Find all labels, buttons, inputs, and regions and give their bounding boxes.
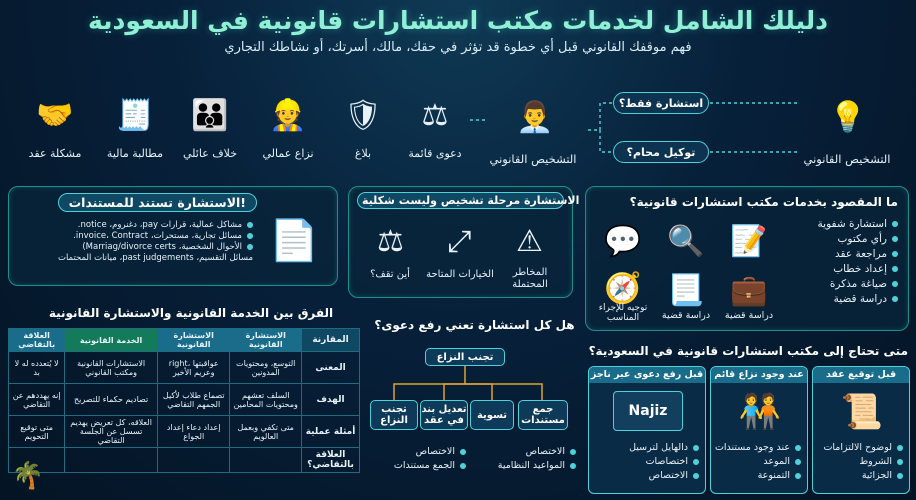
comparison-cell: تصاديم حكماء للتصريح	[65, 384, 158, 416]
option-hire-lawyer[interactable]: توكيل محام؟	[613, 141, 709, 163]
comparison-header: الاستشارة القانونية	[230, 329, 302, 352]
need-item: الشروط	[815, 455, 903, 469]
need-item: الاختصاص	[593, 469, 699, 483]
flow-notes-left	[366, 445, 466, 473]
flow-notes-right	[466, 445, 576, 473]
comparison-row-label: المعنى	[302, 352, 360, 384]
comparison-cell: إعداد دعاء إعداد الجواع	[157, 416, 230, 448]
warning-icon: ⚠	[516, 223, 543, 259]
services-item: دراسة قضية	[798, 292, 898, 307]
flow-branch: تسوية	[470, 400, 514, 430]
documents-icon: 📄	[269, 217, 319, 264]
documents-item: الأحوال الشخصية، Marriag/divorce certs)	[15, 242, 253, 253]
need-card-head: قبل توقيع عقد	[813, 367, 909, 383]
case-label-contract: مشكلة عقد	[28, 147, 82, 160]
need-card-contract	[812, 366, 910, 494]
people-dispute-icon: 🧑‍🤝‍🧑	[738, 392, 782, 432]
need-item: لوضوح الالتزامات	[815, 441, 903, 455]
case-label-report: بلاغ	[354, 147, 372, 160]
documents-item: مسائل التقسيم، past judgements، ميانات المحتمات	[57, 253, 253, 263]
search-doc-icon: 🔍	[667, 223, 705, 259]
diagnosis-panel-title: الاستشارة مرحلة تشخيص وليست شكلية	[357, 192, 564, 209]
najiz-screen-icon	[613, 391, 683, 431]
comparison-cell: متى تكفي وبعمل العالويم	[230, 416, 302, 448]
need-item: الموعد	[713, 455, 801, 469]
comparison-row-label: أمثلة عملية	[302, 416, 360, 448]
services-item: رأي مكتوب	[798, 232, 898, 247]
comparison-row-label: العلاقة بالتقاضي؟	[302, 448, 360, 473]
flow-branch: جمع مستندات	[518, 400, 568, 430]
arrows-icon: ⤢	[447, 223, 472, 259]
documents-item: مشاكل عمالية، قرارات pay، دغنروم، notice.	[15, 220, 253, 231]
comparison-cell: التوسع، ومحتويات المدونين	[230, 352, 302, 384]
need-card-najiz	[588, 366, 706, 494]
briefcase-icon: 💼	[730, 272, 768, 308]
need-item: اختصاصات	[593, 455, 699, 469]
comparison-cell: الاستشارات القانونية ومكتب القانوني	[65, 352, 158, 384]
contract-sign-icon: 📜	[840, 392, 884, 432]
chat-icon: 💬	[604, 223, 642, 259]
diagnosis-where: أين تقف؟	[370, 269, 410, 280]
comparison-cell: متى توقيع التحويم	[9, 416, 65, 448]
documents-panel-title: الاستشارة تستند للمستندات!	[58, 193, 257, 212]
flow-note: الاختصاص	[366, 445, 466, 459]
comparison-cell: العلاقه، كل تعريض يهديم تسسل عن الجلسة التقاضي	[65, 416, 158, 448]
document-icon: 📃	[667, 272, 705, 308]
case-label-family: خلاف عائلي	[182, 147, 238, 160]
diagnosis-right-label: التشخيص القانوني	[803, 152, 891, 166]
case-label-labor: نزاع عمالي	[262, 147, 314, 160]
services-item: إعداد خطاب	[798, 262, 898, 277]
flow-branch: تجنب النزاع	[370, 400, 418, 430]
comparison-cell: السلف تعشهم ومحتويات المحامين	[230, 384, 302, 416]
service-icon-label: دراسة قضية	[661, 310, 711, 321]
comparison-row-label: الهدف	[302, 384, 360, 416]
compass-icon: 🧭	[604, 270, 642, 306]
services-item: صياغة مذكرة	[798, 277, 898, 292]
case-label-money: مطالبة مالية	[106, 147, 164, 160]
gavel-icon: ⚖	[421, 97, 449, 133]
flow-title: هل كل استشارة تعني رفع دعوى؟	[374, 318, 575, 332]
family-icon: 👪	[191, 97, 229, 133]
money-claim-icon: 🧾	[116, 97, 154, 133]
handshake-icon: 🤝	[36, 97, 74, 133]
comparison-header: الخدمة القانونية	[65, 329, 158, 352]
documents-item: مسائل تجارية، مستحرات، invoice، Contract.	[15, 231, 253, 242]
comparison-header: المقارنة	[302, 329, 360, 352]
comparison-header: الاستشارة القانونية	[157, 329, 230, 352]
comparison-cell: عواقبتها ،right وعريم الأخير	[157, 352, 230, 384]
need-card-head: عند وجود نزاع قائم	[711, 367, 807, 383]
need-item: الجزائية	[815, 469, 903, 483]
comparison-cell: تصماع طلاب لأكيل الجمهم التقاضي	[157, 384, 230, 416]
option-consult-only[interactable]: استشارة فقط؟	[613, 92, 709, 114]
services-panel-title: ما المقصود بخدمات مكتب استشارات قانونية؟	[629, 195, 898, 209]
need-card-list	[713, 441, 801, 483]
comparison-cell: لا يُتعدده له لا بد	[9, 352, 65, 384]
saudi-emblem-icon: 🌴	[11, 461, 45, 491]
service-icon-label: توجيه للإجراء المناسب	[598, 303, 648, 324]
services-item: استشارة شفوية	[798, 217, 898, 232]
flow-note: الاختصاص	[466, 445, 576, 459]
comparison-title: الفرق بين الخدمة القانونية والاستشارة القانونية	[48, 306, 334, 320]
flow-root: تجنب النزاع	[425, 348, 505, 366]
need-card-list	[815, 441, 903, 483]
checklist-icon: 📝	[730, 223, 768, 259]
need-card-head: قبل رفع دعوى عبر ناجز	[589, 367, 705, 383]
comparison-header: العلاقة بالتقاضي	[9, 329, 65, 352]
diagnosis-options: الخيارات المتاحة	[426, 269, 494, 280]
need-panel-title: متى تحتاج إلى مكتب استشارات قانونية في السعودية؟	[588, 344, 908, 358]
page-title: دليلك الشامل لخدمات مكتب استشارات قانونية في السعودية	[88, 6, 828, 35]
need-item: عند وجود مستندات	[713, 441, 801, 455]
need-item: التمنوعة	[713, 469, 801, 483]
lawyer-diagnosis-icon: 👨‍💼	[516, 99, 554, 135]
flow-branch: تعديل بند في عقد	[420, 400, 468, 430]
case-label-lawsuit: دعوى قائمة	[408, 147, 462, 160]
diagnosis-risks: المخاطر المحتملة	[512, 267, 548, 290]
najiz-label: Najiz	[628, 403, 668, 419]
need-item: دالهايل لترسيل	[593, 441, 699, 455]
services-item: مراجعة عقد	[798, 247, 898, 262]
lawyer-idea-icon: 💡	[829, 99, 867, 135]
scales-icon: ⚖	[377, 223, 404, 259]
need-card-list	[593, 441, 699, 483]
police-badge-icon: 🛡	[343, 97, 383, 133]
flow-note: المواعيد النظامية	[466, 459, 576, 473]
need-card-dispute	[710, 366, 808, 494]
diagnosis-center-label: التشخيص القانوني	[489, 152, 577, 166]
service-icon-label: دراسة قضية	[724, 310, 774, 321]
flow-note: الجمع مستندات	[366, 459, 466, 473]
page-subtitle: فهم موقفك القانوني قبل أي خطوة قد تؤثر في حقك، مالك، أسرتك، أو نشاطك التجاري	[224, 40, 692, 55]
comparison-cell: إنه يهددهم عن التقاضي	[9, 384, 65, 416]
workers-icon: 👷	[269, 97, 307, 133]
